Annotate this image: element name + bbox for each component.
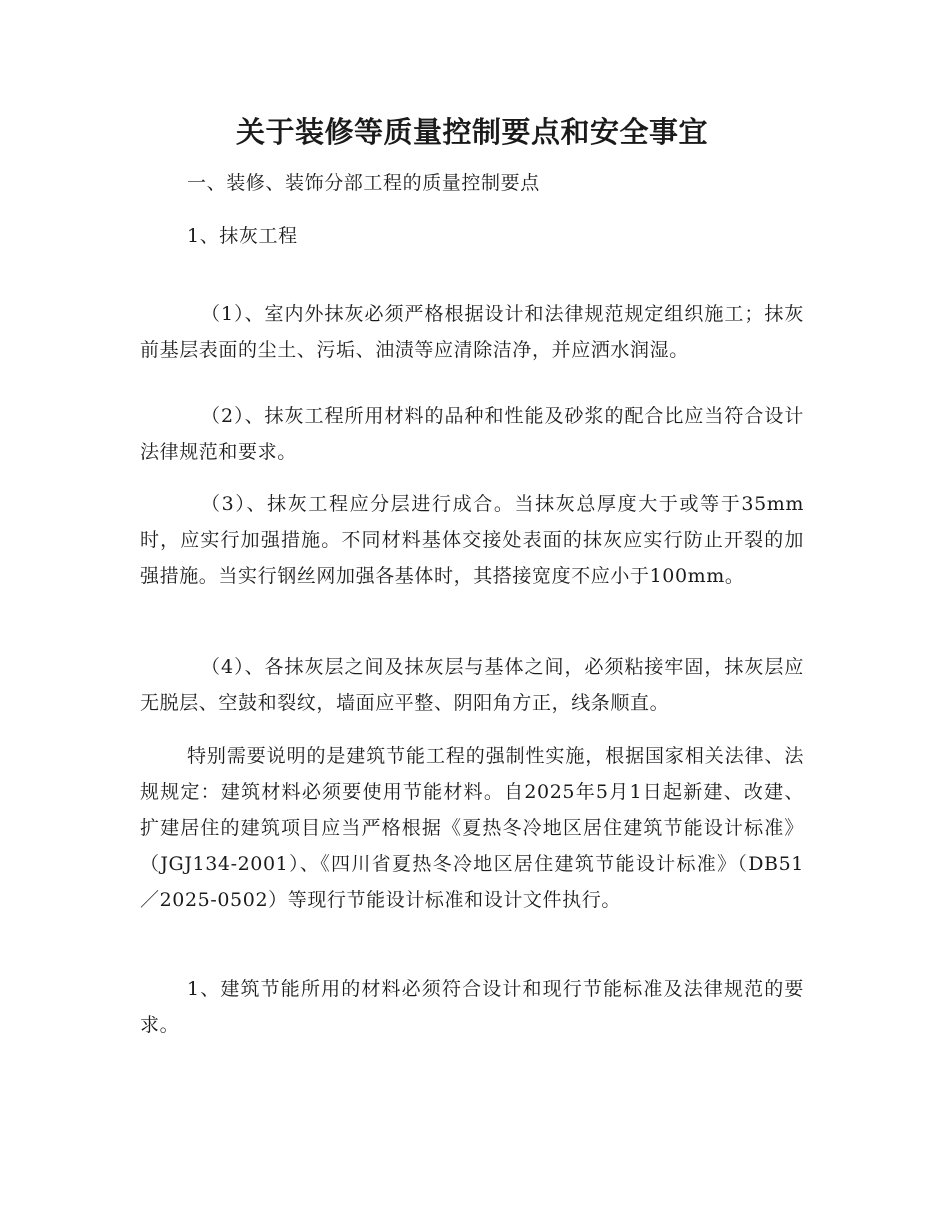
energy-item-1-paragraph: 1、建筑节能所用的材料必须符合设计和现行节能标准及法律规范的要求。	[140, 978, 804, 1036]
item-4-paragraph: （4）、各抹灰层之间及抹灰层与基体之间，必须粘接牢固，抹灰层应无脱层、空鼓和裂纹，墙面应平整、阴阳角方正，线条顺直。	[140, 656, 804, 714]
item-1-paragraph: （1）、室内外抹灰必须严格根据设计和法律规范规定组织施工；抹灰前基层表面的尘土、污垢、油渍等应清除洁净，并应洒水润湿。	[140, 303, 804, 361]
section-heading: 一、装修、装饰分部工程的质量控制要点	[187, 172, 540, 194]
subsection-heading: 1、抹灰工程	[187, 225, 298, 247]
item-2-paragraph: （2）、抹灰工程所用材料的品种和性能及砂浆的配合比应当符合设计法律规范和要求。	[140, 405, 804, 463]
document-title: 关于装修等质量控制要点和安全事宜	[235, 115, 708, 149]
item-3-paragraph: （3）、抹灰工程应分层进行成合。当抹灰总厚度大于或等于35mm时，应实行加强措施。不同材料基体交接处表面的抹灰应实行防止开裂的加强措施。当实行钢丝网加强各基体时，其搭接宽度不应小于100mm。	[140, 493, 804, 587]
special-note-paragraph: 特别需要说明的是建筑节能工程的强制性实施，根据国家相关法律、法规规定：建筑材料必须要使用节能材料。自2025年5月1日起新建、改建、扩建居住的建筑项目应当严格根据《夏热冬冷地区居住建筑节能设计标准》（JGJ134-2001）、《四川省夏热冬冷地区居住建筑节能设计标准》（DB51／2025-0502）等现行节能设计标准和设计文件执行。	[140, 745, 804, 911]
